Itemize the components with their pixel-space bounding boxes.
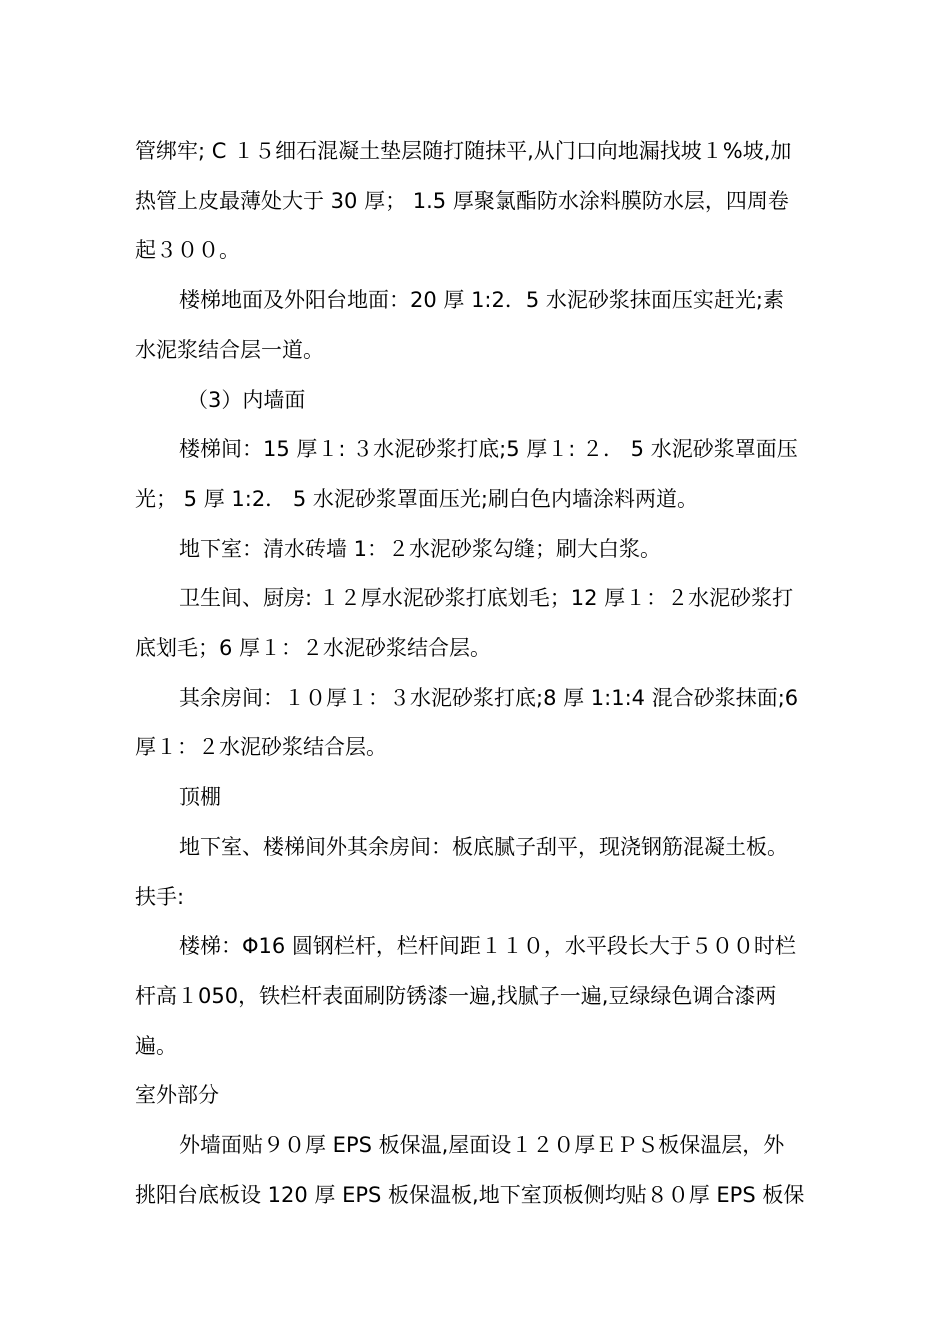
text-line: 挑阳台底板设 120 厚 EPS 板保温板,地下室顶板侧均贴８０厚 EPS 板保 (135, 1182, 805, 1207)
text-line: 杆高１050，铁栏杆表面刷防锈漆一遍,找腻子一遍,豆绿绿色调合漆两 (135, 983, 777, 1008)
text-line: 楼梯：Φ16 圆钢栏杆，栏杆间距１１０，水平段长大于５００时栏 (179, 934, 796, 959)
text-line: 楼梯地面及外阳台地面：20 厚 1:2．5 水泥砂浆抹面压实赶光;素 (179, 288, 784, 313)
document-body (135, 127, 840, 1220)
text-line: 厚１：２水泥砂浆结合层。 (135, 735, 387, 760)
text-line: 楼梯间：15 厚１: ３水泥砂浆打底;5 厚１: ２． 5 水泥砂浆罩面压 (179, 437, 798, 462)
section-heading: （3）内墙面 (187, 387, 306, 412)
text-line: 管绑牢; C １５细石混凝土垫层随打随抹平,从门口向地漏找坡１%坡,加 (135, 139, 792, 163)
text-line: 外墙面贴９０厚 EPS 板保温,屋面设１２０厚ＥＰＳ板保温层，外 (179, 1133, 785, 1158)
section-heading: 室外部分 (135, 1083, 219, 1108)
text-line: 光； 5 厚 1:2． 5 水泥砂浆罩面压光;刷白色内墙涂料两道。 (135, 486, 698, 511)
text-line: 卫生间、厨房: １２厚水泥砂浆打底划毛；12 厚１：２水泥砂浆打 (179, 586, 794, 611)
text-line: 地下室：清水砖墙 1：２水泥砂浆勾缝；刷大白浆。 (179, 536, 662, 561)
text-line: 地下室、楼梯间外其余房间：板底腻子刮平，现浇钢筋混凝土板。 (179, 834, 788, 859)
text-line: 水泥浆结合层一道。 (135, 337, 324, 362)
section-heading: 扶手: (135, 884, 185, 909)
text-line: 其余房间：１０厚１：３水泥砂浆打底;8 厚 1:1:4 混合砂浆抹面;6 (179, 685, 799, 710)
text-line: 热管上皮最薄处大于 30 厚； 1.5 厚聚氯酯防水涂料膜防水层，四周卷 (135, 188, 789, 213)
text-line: 底划毛；6 厚１：２水泥砂浆结合层。 (135, 636, 492, 661)
text-line: 遍。 (135, 1033, 177, 1058)
text-line: 起３００。 (135, 238, 240, 263)
section-heading: 顶棚 (179, 785, 221, 810)
